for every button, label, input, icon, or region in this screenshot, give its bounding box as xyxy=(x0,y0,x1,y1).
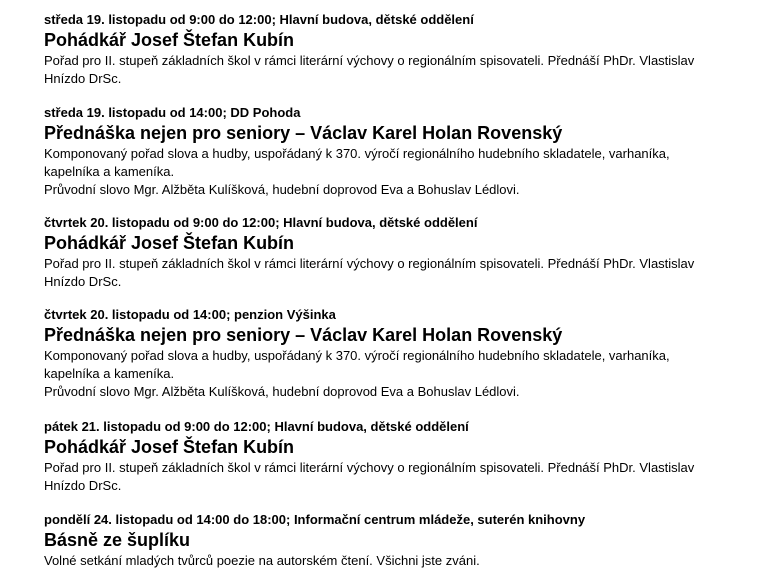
event-description-line: Pořad pro II. stupeň základních škol v rámci literární výchovy o regionálním spisovateli. Přednáší PhDr. Vlastislav xyxy=(44,460,695,475)
event-description-line: Hnízdo DrSc. xyxy=(44,478,122,493)
event-description-line: Průvodní slovo Mgr. Alžběta Kulíšková, hudební doprovod Eva a Bohuslav Lédlovi. xyxy=(44,384,520,399)
event-date-venue: pondělí 24. listopadu od 14:00 do 18:00; Informační centrum mládeže, suterén knihovny xyxy=(44,512,586,527)
event-item xyxy=(44,12,744,88)
event-description-line: Komponovaný pořad slova a hudby, uspořádaný k 370. výročí regionálního hudebního skladatele, varhaníka, xyxy=(44,348,670,363)
event-description-line: kapelníka a kameníka. xyxy=(44,164,175,179)
event-title: Pohádkář Josef Štefan Kubín xyxy=(44,30,295,50)
event-item xyxy=(44,419,744,495)
event-description-line: Pořad pro II. stupeň základních škol v rámci literární výchovy o regionálním spisovateli. Přednáší PhDr. Vlastislav xyxy=(44,256,695,271)
event-date-venue: pátek 21. listopadu od 9:00 do 12:00; Hlavní budova, dětské oddělení xyxy=(44,419,469,434)
event-date-venue: čtvrtek 20. listopadu od 9:00 do 12:00; Hlavní budova, dětské oddělení xyxy=(44,215,478,230)
event-title: Přednáška nejen pro seniory – Václav Karel Holan Rovenský xyxy=(44,325,563,345)
event-item xyxy=(44,105,744,199)
event-description-line: Průvodní slovo Mgr. Alžběta Kulíšková, hudební doprovod Eva a Bohuslav Lédlovi. xyxy=(44,182,520,197)
event-description-line: Hnízdo DrSc. xyxy=(44,274,122,289)
event-description-line: kapelníka a kameníka. xyxy=(44,366,175,381)
event-item xyxy=(44,307,744,401)
event-item xyxy=(44,215,744,291)
event-description-line: Hnízdo DrSc. xyxy=(44,71,122,86)
event-description-line: Volné setkání mladých tvůrců poezie na autorském čtení. Všichni jste zváni. xyxy=(44,553,480,568)
event-title: Přednáška nejen pro seniory – Václav Karel Holan Rovenský xyxy=(44,123,563,143)
event-date-venue: středa 19. listopadu od 9:00 do 12:00; Hlavní budova, dětské oddělení xyxy=(44,12,474,27)
event-title: Pohádkář Josef Štefan Kubín xyxy=(44,437,295,457)
event-description-line: Pořad pro II. stupeň základních škol v rámci literární výchovy o regionálním spisovateli. Přednáší PhDr. Vlastislav xyxy=(44,53,695,68)
event-date-venue: středa 19. listopadu od 14:00; DD Pohoda xyxy=(44,105,301,120)
event-title: Pohádkář Josef Štefan Kubín xyxy=(44,233,295,253)
event-title: Básně ze šuplíku xyxy=(44,530,191,550)
event-date-venue: čtvrtek 20. listopadu od 14:00; penzion Výšinka xyxy=(44,307,336,322)
event-description-line: Komponovaný pořad slova a hudby, uspořádaný k 370. výročí regionálního hudebního skladatele, varhaníka, xyxy=(44,146,670,161)
event-item xyxy=(44,512,744,570)
